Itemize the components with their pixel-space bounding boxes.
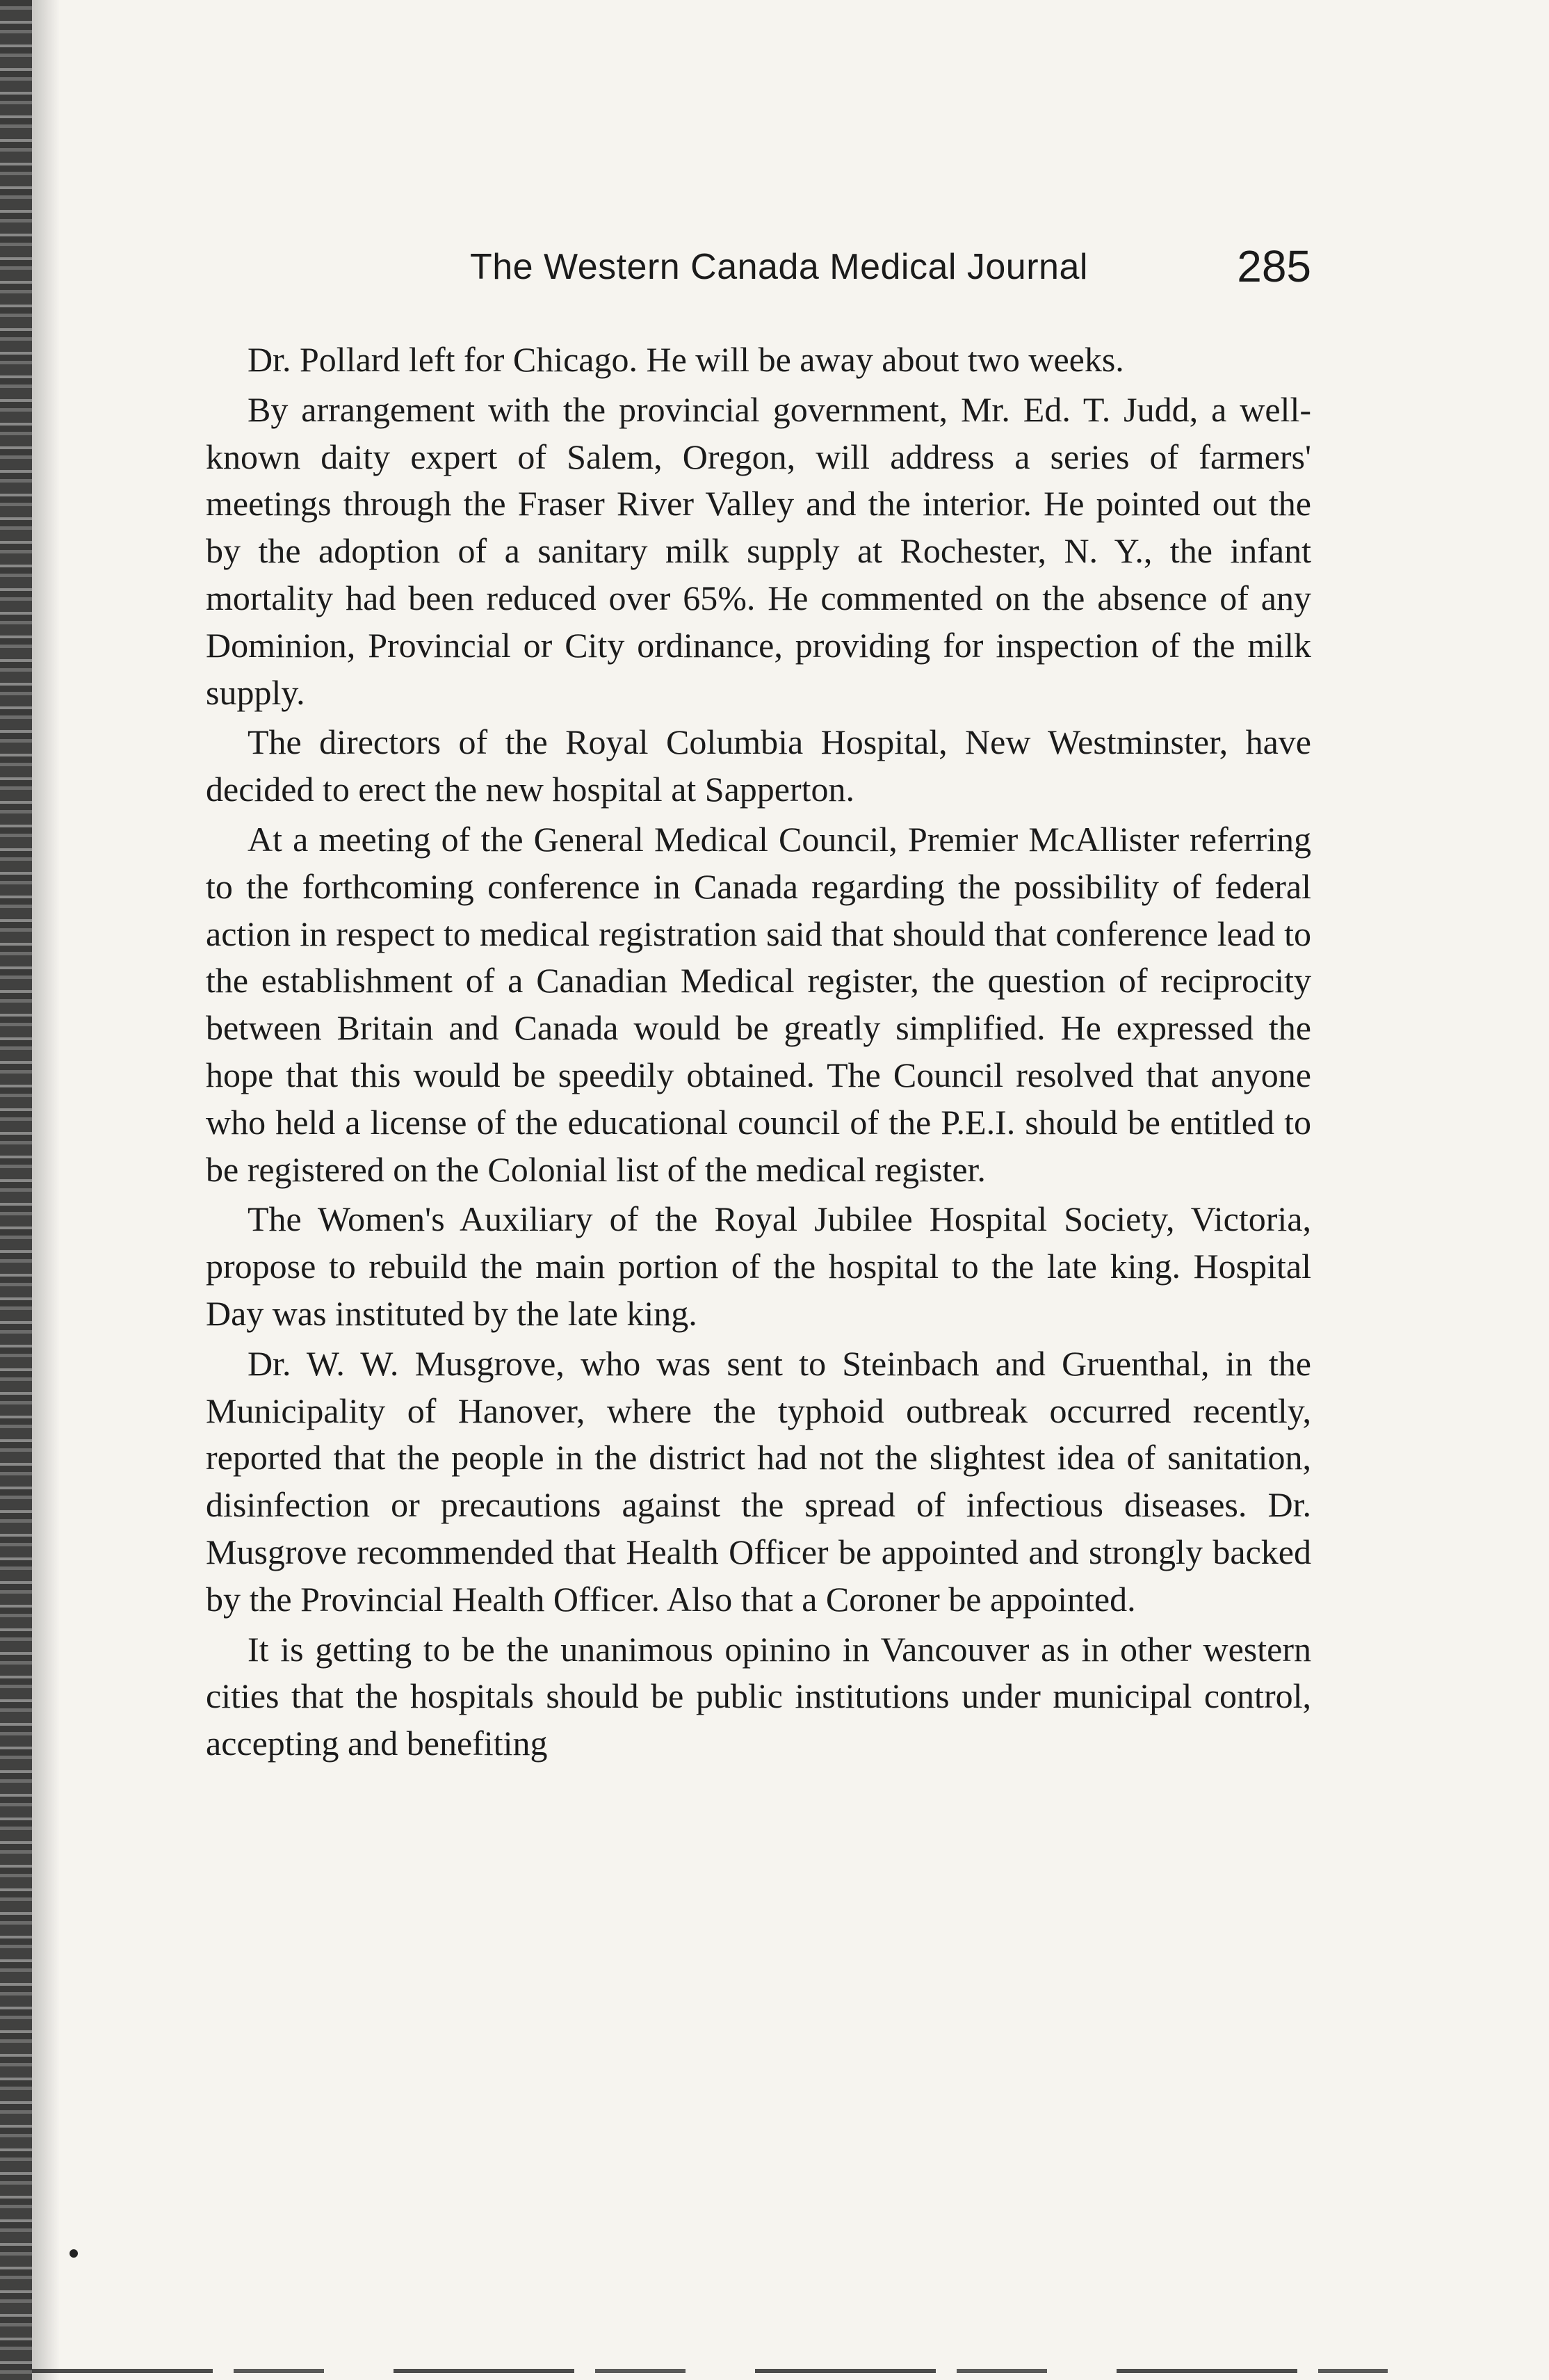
paragraph-pollard: Dr. Pollard left for Chicago. He will be away about two weeks. (248, 340, 1124, 379)
article-body (206, 337, 1311, 1767)
paragraph-royal-columbia: The directors of the Royal Columbia Hospital, New Westminster, have decided to erect the new hospital at Sapperton. (206, 722, 1311, 809)
scan-dot-mark (70, 2249, 78, 2258)
paragraph-judd: By arrangement with the provincial government, Mr. Ed. T. Judd, a well-known daity expert of Salem, Oregon, will address a series of farmers' meetings through the Fraser River Valley and the interior. He pointed out the by the adoption of a sanitary milk supply at Rochester, N. Y., the infant mortality had been reduced over 65%. He commented on the absence of any Dominion, Provincial or City ordinance, providing for inspection of the milk supply. (206, 389, 1311, 712)
scan-binding-edge (0, 0, 32, 2380)
running-title: The Western Canada Medical Journal (470, 247, 1088, 287)
paragraph-hospitals: It is getting to be the unanimous opinino in Vancouver as in other western cities that the hospitals should be public institutions under municipal control, accepting and benefiting (206, 1629, 1311, 1763)
paragraph-musgrove: Dr. W. W. Musgrove, who was sent to Steinbach and Gruenthal, in the Municipality of Hanover, where the typhoid outbreak occurred recently, reported that the people in the district had not the slightest idea of sanitation, disinfection or precautions against the spread of infectious diseases. Dr. Musgrove recommended that Health Officer be appointed and strongly backed by the Provincial Health Officer. Also that a Coroner be appointed. (206, 1343, 1311, 1619)
scan-bottom-edge (32, 2369, 1388, 2373)
page-header (206, 236, 1311, 320)
paragraph-medical-council: At a meeting of the General Medical Council, Premier McAllister referring to the forthcoming conference in Canada regarding the possibility of federal action in respect to medical registration said that should that conference lead to the establishment of a Canadian Medical register, the question of reciprocity between Britain and Canada would be greatly simplified. He expressed the hope that this would be speedily obtained. The Council resolved that anyone who held a license of the educational council of the P.E.I. should be entitled to be registered on the Colonial list of the medical register. (206, 819, 1311, 1189)
paragraph-womens-auxiliary: The Women's Auxiliary of the Royal Jubilee Hospital Society, Victoria, propose to rebuild the main portion of the hospital to the late king. Hospital Day was instituted by the late king. (206, 1199, 1311, 1333)
journal-page (206, 236, 1311, 1770)
page-number: 285 (1237, 241, 1311, 291)
